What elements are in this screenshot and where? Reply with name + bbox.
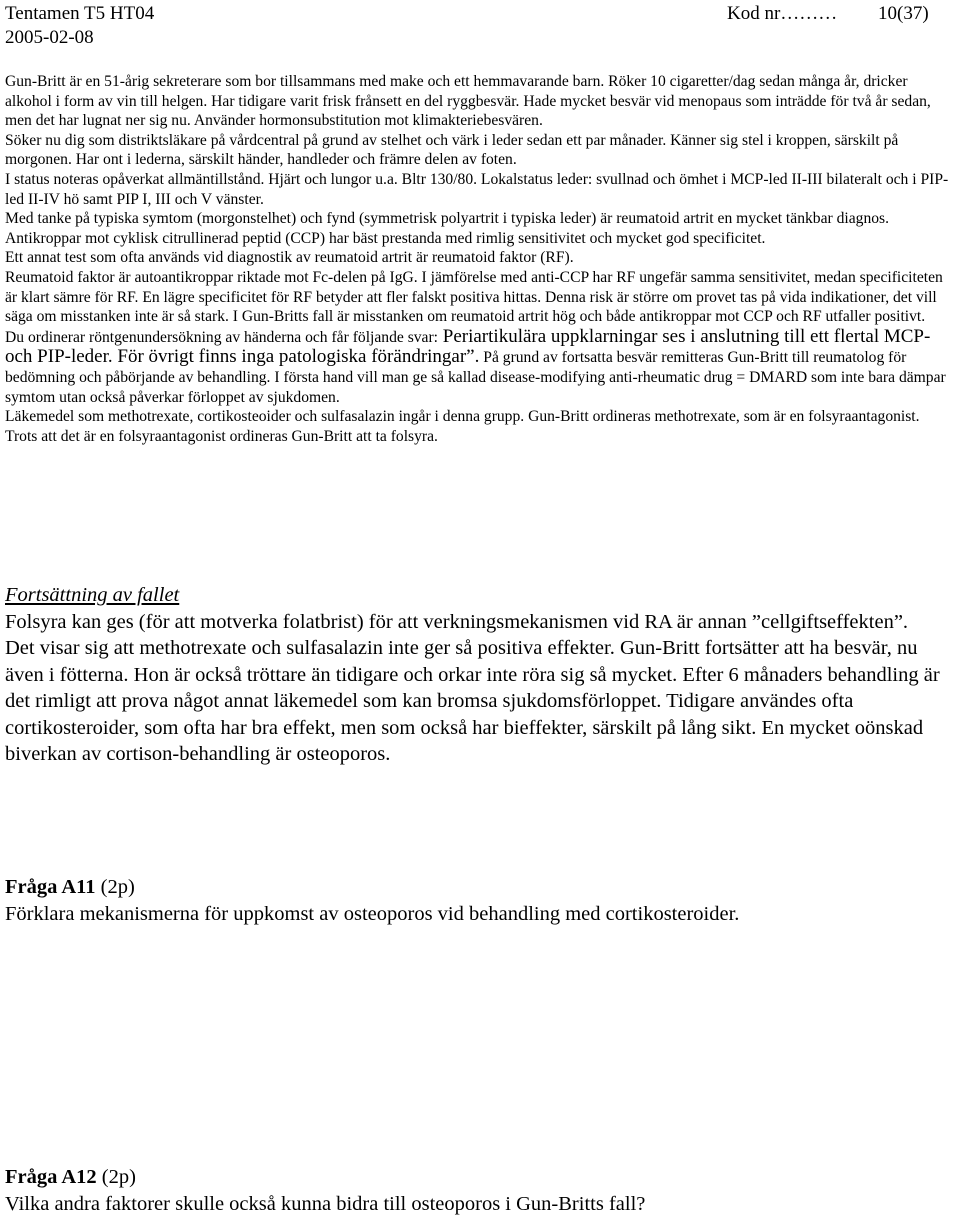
question-a11-heading: [5, 874, 955, 901]
case-paragraph-symptoms: Söker nu dig som distriktsläkare på vårdcentral på grund av stelhet och värk i leder sedan ett par månader. Känner sig stel i kroppen, särskilt på morgonen. Har ont i lederna, särskilt händer, handleder och främre delen av foten.: [5, 131, 899, 169]
question-a11-label: Fråga A11: [5, 876, 96, 898]
case-paragraph-patient: Gun-Britt är en 51-årig sekreterare som bor tillsammans med make och ett hemmavarande barn. Röker 10 cigaretter/dag sedan många år, dricker alkohol i form av vin till helgen. Har tidigare varit frisk frånsett en del ryggbesvär. Hade mycket besvär vid menopaus som inträdde för två år sedan, men det har lugnat ner sig nu. Använder hormonsubstitution mot klimakteriebesvären.: [5, 73, 931, 130]
question-a12: [5, 1164, 955, 1217]
case-paragraph-status: I status noteras opåverkat allmäntillstånd. Hjärt och lungor u.a. Bltr 130/80. Lokalstatus leder: svullnad och ömhet i MCP-led II-III bilateralt och i PIP-led II-IV hö samt PIP I, III och V vänster.: [5, 170, 949, 208]
xray-referral: På grund av fortsatta besvär remitteras Gun-Britt till reumatolog för bedömning och påbörjande av behandling. I första hand vill man ge så kallad disease-modifying anti-rheumatic drug = DMARD som inte bara dämpar symtom utan också påverkar förloppet av sjukdomen.: [5, 349, 946, 406]
xray-intro: Du ordinerar röntgenundersökning av händerna och får följande svar:: [5, 328, 439, 346]
continuation-treatment: Det visar sig att methotrexate och sulfasalazin inte ger så positiva effekter. Gun-Britt fortsätter att ha besvär, nu även i fötterna. Hon är också tröttare än tidigare och orkar inte röra sig så mycket. Efter 6 månaders behandling är det rimligt att prova något annat läkemedel som kan bromsa sjukdomsförloppet. Tidigare användes ofta cortikosteroider, som ofta har bra effekt, men som också har bieffekter, särskilt på lång sikt. En mycket oönskad biverkan av cortison-behandling är osteoporos.: [5, 637, 940, 765]
case-paragraph-ccp: Antikroppar mot cyklisk citrullinerad peptid (CCP) har bäst prestanda med rimlig sensitivitet och mycket god specificitet.: [5, 229, 766, 247]
exam-title: Tentamen T5 HT04: [5, 3, 155, 24]
case-continuation: [5, 582, 955, 768]
exam-date: 2005-02-08: [5, 27, 94, 48]
page-number: 10(37): [878, 3, 929, 24]
question-a11-text: Förklara mekanismerna för uppkomst av osteoporos vid behandling med cortikosteroider.: [5, 902, 740, 925]
question-a12-points: (2p): [96, 1166, 136, 1188]
question-a12-text: Vilka andra faktorer skulle också kunna bidra till osteoporos i Gun-Britts fall?: [5, 1192, 646, 1215]
xray-answer: Periartikulära uppklarningar ses i anslutning till ett flertal MCP- och PIP-leder. För övrigt finns inga patologiska förändringar”.: [5, 325, 931, 368]
case-paragraph-xray: [5, 327, 955, 407]
code-number: Kod nr………: [727, 3, 838, 24]
continuation-heading: Fortsättning av fallet: [5, 584, 180, 606]
continuation-folic-acid: Folsyra kan ges (för att motverka folatbrist) för att verkningsmekanismen vid RA är annan ”cellgiftseffekten”.: [5, 610, 909, 633]
question-a12-label: Fråga A12: [5, 1166, 97, 1188]
case-paragraph-rf: Ett annat test som ofta används vid diagnostik av reumatoid artrit är reumatoid faktor (RF).: [5, 249, 574, 267]
case-paragraph-rf-specificity: Reumatoid faktor är autoantikroppar riktade mot Fc-delen på IgG. I jämförelse med anti-CCP har RF ungefär samma sensitivitet, medan specificiteten är klart sämre för RF. En lägre specificitet för RF betyder att fler falskt positiva hittas. Denna risk är större om provet tas på vida indikationer, det vill säga om misstanken inte är så stark. I Gun-Britts fall är misstanken om reumatoid artrit hög och både antikroppar mot CCP och RF utfaller positivt.: [5, 268, 943, 326]
case-paragraph-diagnosis: Med tanke på typiska symtom (morgonstelhet) och fynd (symmetrisk polyartrit i typiska leder) är reumatoid artrit en mycket tänkbar diagnos.: [5, 210, 890, 228]
case-paragraph-dmard: Läkemedel som methotrexate, cortikosteoider och sulfasalazin ingår i denna grupp. Gun-Britt ordineras methotrexate, som är en folsyraantagonist. Trots att det är en folsyraantagonist ordineras Gun-Britt att ta folsyra.: [5, 408, 920, 445]
case-description: [5, 72, 955, 446]
question-a12-heading: [5, 1164, 955, 1191]
question-a11: [5, 874, 955, 927]
question-a11-points: (2p): [95, 876, 135, 898]
